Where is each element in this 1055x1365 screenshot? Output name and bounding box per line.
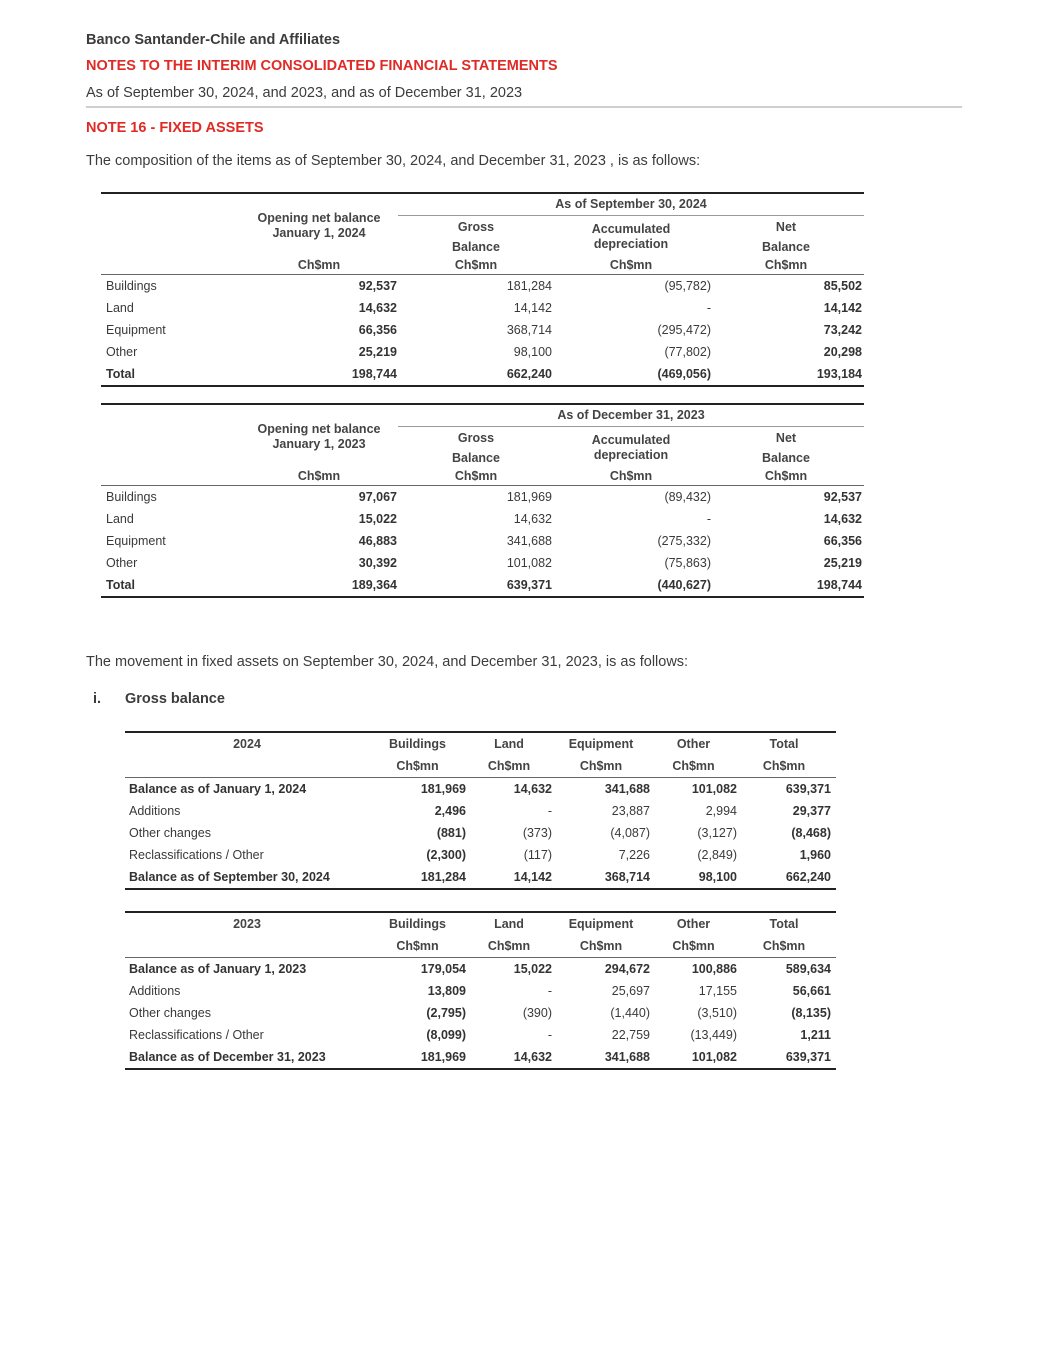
unit-label: Ch$mn	[764, 469, 808, 483]
land-value: 14,142	[513, 870, 552, 884]
total-value: 589,634	[785, 962, 831, 976]
row-label: Equipment	[106, 534, 166, 548]
equipment-value: 22,759	[611, 1028, 650, 1042]
land-value: (117)	[523, 848, 552, 862]
composition-table-2023	[101, 403, 864, 598]
other-value: (13,449)	[690, 1028, 737, 1042]
unit-label: Ch$mn	[609, 469, 653, 483]
other-value: 101,082	[691, 782, 737, 796]
table-row	[101, 486, 864, 508]
land-value: -	[547, 804, 552, 818]
table-row	[125, 800, 836, 822]
equipment-value: 341,688	[604, 782, 650, 796]
column-header: Buildings	[389, 917, 446, 931]
column-header: Land	[494, 737, 524, 751]
gross-table-header	[125, 913, 836, 958]
composition-table-header	[101, 194, 864, 275]
gross-value: 98,100	[513, 345, 552, 359]
row-label: Land	[106, 512, 134, 526]
other-value: (3,510)	[697, 1006, 737, 1020]
accumulated-value: (95,782)	[664, 279, 711, 293]
total-value: 1,960	[799, 848, 831, 862]
equipment-value: 25,697	[611, 984, 650, 998]
column-header: Equipment	[568, 737, 634, 751]
notes-title: NOTES TO THE INTERIM CONSOLIDATED FINANCIAL STATEMENTS	[86, 58, 558, 74]
net-header-line2: Balance	[762, 451, 810, 465]
column-header: Other	[676, 737, 711, 751]
buildings-value: 179,054	[420, 962, 466, 976]
unit-label: Ch$mn	[454, 258, 498, 272]
other-value: 98,100	[698, 870, 737, 884]
row-label: Balance as of January 1, 2023	[129, 962, 307, 976]
table-row	[125, 958, 836, 980]
row-label: Other changes	[129, 1006, 211, 1020]
accumulated-value: (275,332)	[657, 534, 711, 548]
net-header: Net	[775, 220, 797, 234]
opening-value: 15,022	[358, 512, 397, 526]
buildings-value: 181,284	[420, 870, 466, 884]
column-header: Total	[769, 917, 799, 931]
gross-header: Gross	[457, 431, 495, 445]
net-value: 92,537	[823, 490, 862, 504]
total-value: 29,377	[792, 804, 831, 818]
period-header: As of December 31, 2023	[557, 408, 705, 422]
total-row	[101, 574, 864, 596]
buildings-value: 181,969	[420, 1050, 466, 1064]
unit-label: Ch$mn	[396, 939, 439, 953]
row-label: Additions	[129, 984, 181, 998]
total-value: 662,240	[785, 870, 831, 884]
other-value: (3,127)	[697, 826, 737, 840]
accumulated-value: -	[706, 301, 711, 315]
buildings-value: (2,300)	[426, 848, 466, 862]
row-label: Other changes	[129, 826, 211, 840]
section-title: Gross balance	[125, 691, 225, 707]
accumulated-value: (440,627)	[657, 578, 711, 592]
section-heading	[93, 691, 225, 707]
intro-text: The composition of the items as of September 30, 2024, and December 31, 2023 , is as follows:	[86, 153, 701, 169]
gross-value: 662,240	[506, 367, 552, 381]
table-row	[101, 530, 864, 552]
row-label: Additions	[129, 804, 181, 818]
net-value: 85,502	[823, 279, 862, 293]
accumulated-value: (295,472)	[657, 323, 711, 337]
land-value: -	[547, 984, 552, 998]
net-value: 66,356	[823, 534, 862, 548]
opening-value: 92,537	[358, 279, 397, 293]
total-value: (8,468)	[791, 826, 831, 840]
net-value: 20,298	[823, 345, 862, 359]
equipment-value: 23,887	[611, 804, 650, 818]
row-label: Buildings	[106, 490, 157, 504]
table-row	[125, 866, 836, 888]
gross-value: 181,284	[506, 279, 552, 293]
unit-label: Ch$mn	[672, 759, 715, 773]
table-row	[101, 275, 864, 297]
row-label: Total	[106, 367, 135, 381]
equipment-value: 294,672	[604, 962, 650, 976]
table-row	[125, 844, 836, 866]
column-header: Land	[494, 917, 524, 931]
unit-label: Ch$mn	[454, 469, 498, 483]
accumulated-value: (469,056)	[657, 367, 711, 381]
year-header: 2023	[233, 917, 261, 931]
unit-label: Ch$mn	[487, 759, 531, 773]
gross-value: 341,688	[506, 534, 552, 548]
year-header: 2024	[233, 737, 261, 751]
net-value: 73,242	[823, 323, 862, 337]
row-label: Balance as of January 1, 2024	[129, 782, 307, 796]
unit-label: Ch$mn	[764, 258, 808, 272]
other-value: 101,082	[691, 1050, 737, 1064]
period-header-rule	[398, 426, 864, 427]
net-value: 25,219	[823, 556, 862, 570]
period-subtitle: As of September 30, 2024, and 2023, and as of December 31, 2023	[86, 80, 962, 108]
column-header: Equipment	[568, 917, 634, 931]
gross-value: 14,142	[513, 301, 552, 315]
opening-value: 14,632	[358, 301, 397, 315]
equipment-value: 341,688	[604, 1050, 650, 1064]
row-label: Reclassifications / Other	[129, 1028, 264, 1042]
net-value: 193,184	[816, 367, 862, 381]
table-row	[101, 552, 864, 574]
gross-value: 639,371	[506, 578, 552, 592]
land-value: 15,022	[513, 962, 552, 976]
land-value: (390)	[522, 1006, 552, 1020]
other-value: 100,886	[691, 962, 737, 976]
gross-balance-table-2023	[125, 911, 836, 1070]
gross-balance-table-2024	[125, 731, 836, 890]
table-row	[125, 822, 836, 844]
row-label: Balance as of December 31, 2023	[129, 1050, 326, 1064]
note-title: NOTE 16 - FIXED ASSETS	[86, 120, 264, 136]
row-label: Buildings	[106, 279, 157, 293]
period-header: As of September 30, 2024	[555, 197, 707, 211]
period-header-rule	[398, 215, 864, 216]
land-value: 14,632	[513, 1050, 552, 1064]
table-row	[101, 297, 864, 319]
table-row	[125, 1002, 836, 1024]
net-header: Net	[775, 431, 797, 445]
unit-label: Ch$mn	[297, 258, 341, 272]
unit-label: Ch$mn	[579, 759, 623, 773]
row-label: Balance as of September 30, 2024	[129, 870, 330, 884]
buildings-value: 181,969	[420, 782, 466, 796]
opening-value: 189,364	[351, 578, 397, 592]
buildings-value: 13,809	[427, 984, 466, 998]
total-value: 1,211	[800, 1028, 831, 1042]
buildings-value: (881)	[436, 826, 466, 840]
opening-balance-header: Opening net balance January 1, 2024	[257, 211, 381, 240]
buildings-value: (8,099)	[426, 1028, 466, 1042]
table-row	[125, 1046, 836, 1068]
unit-label: Ch$mn	[609, 258, 653, 272]
other-value: 2,994	[705, 804, 737, 818]
gross-value: 14,632	[513, 512, 552, 526]
opening-value: 97,067	[358, 490, 397, 504]
net-value: 14,632	[823, 512, 862, 526]
accumulated-value: (75,863)	[664, 556, 711, 570]
table-row	[101, 508, 864, 530]
row-label: Reclassifications / Other	[129, 848, 264, 862]
opening-value: 198,744	[351, 367, 397, 381]
gross-header-line2: Balance	[452, 451, 500, 465]
unit-label: Ch$mn	[487, 939, 531, 953]
composition-table-2024	[101, 192, 864, 387]
row-label: Other	[106, 556, 138, 570]
opening-value: 66,356	[358, 323, 397, 337]
equipment-value: (4,087)	[610, 826, 650, 840]
total-row	[101, 363, 864, 385]
net-value: 14,142	[823, 301, 862, 315]
gross-value: 181,969	[506, 490, 552, 504]
company-name: Banco Santander-Chile and Affiliates	[86, 32, 341, 48]
composition-table-header	[101, 405, 864, 486]
total-value: 639,371	[785, 782, 831, 796]
total-value: (8,135)	[791, 1006, 831, 1020]
table-row	[125, 778, 836, 800]
net-header-line2: Balance	[762, 240, 810, 254]
equipment-value: 368,714	[604, 870, 650, 884]
accumulated-value: (77,802)	[664, 345, 711, 359]
equipment-value: 7,226	[618, 848, 650, 862]
buildings-value: (2,795)	[426, 1006, 466, 1020]
document-header	[86, 28, 962, 108]
gross-value: 368,714	[506, 323, 552, 337]
movement-text: The movement in fixed assets on September 30, 2024, and December 31, 2023, is as follows:	[86, 654, 689, 670]
total-value: 639,371	[785, 1050, 831, 1064]
equipment-value: (1,440)	[610, 1006, 650, 1020]
unit-label: Ch$mn	[396, 759, 439, 773]
land-value: 14,632	[513, 782, 552, 796]
land-value: -	[547, 1028, 552, 1042]
land-value: (373)	[522, 826, 552, 840]
table-row	[101, 341, 864, 363]
unit-label: Ch$mn	[762, 759, 806, 773]
total-value: 56,661	[792, 984, 831, 998]
row-label: Other	[106, 345, 138, 359]
opening-balance-header: Opening net balance January 1, 2023	[257, 422, 381, 451]
other-value: (2,849)	[697, 848, 737, 862]
table-row	[101, 319, 864, 341]
row-label: Equipment	[106, 323, 166, 337]
unit-label: Ch$mn	[297, 469, 341, 483]
row-label: Land	[106, 301, 134, 315]
accumulated-value: -	[706, 512, 711, 526]
opening-value: 30,392	[358, 556, 397, 570]
gross-table-header	[125, 733, 836, 778]
buildings-value: 2,496	[434, 804, 466, 818]
gross-header: Gross	[457, 220, 495, 234]
other-value: 17,155	[698, 984, 737, 998]
column-header: Other	[676, 917, 711, 931]
table-row	[125, 1024, 836, 1046]
accumulated-header: Accumulated depreciation	[591, 222, 671, 251]
opening-value: 46,883	[358, 534, 397, 548]
unit-label: Ch$mn	[762, 939, 806, 953]
table-row	[125, 980, 836, 1002]
row-label: Total	[106, 578, 135, 592]
section-number: i.	[93, 691, 102, 707]
opening-value: 25,219	[358, 345, 397, 359]
accumulated-header: Accumulated depreciation	[591, 433, 671, 462]
column-header: Total	[769, 737, 799, 751]
net-value: 198,744	[816, 578, 862, 592]
gross-value: 101,082	[506, 556, 552, 570]
unit-label: Ch$mn	[672, 939, 715, 953]
column-header: Buildings	[389, 737, 446, 751]
accumulated-value: (89,432)	[664, 490, 711, 504]
unit-label: Ch$mn	[579, 939, 623, 953]
gross-header-line2: Balance	[452, 240, 500, 254]
